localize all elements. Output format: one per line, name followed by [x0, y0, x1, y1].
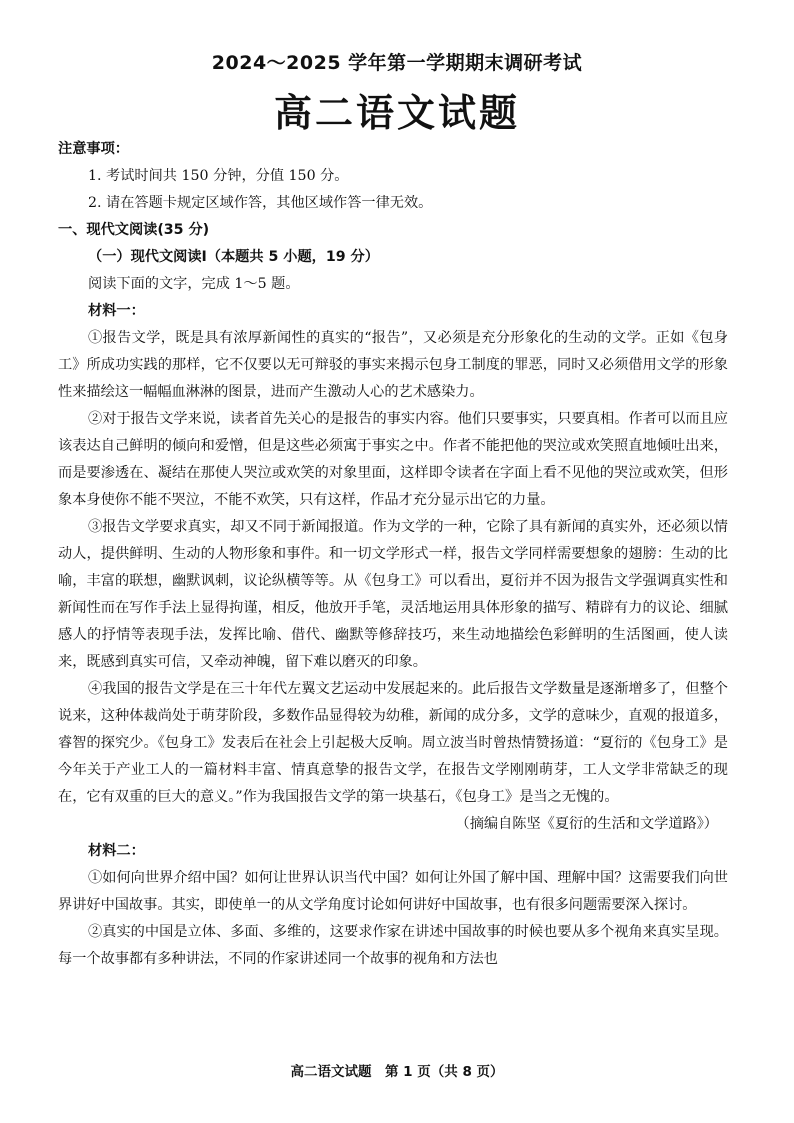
material-paragraph: ④我国的报告文学是在三十年代左翼文艺运动中发展起来的。此后报告文学数量是逐渐增多了，但整个说来，这种体裁尚处于萌芽阶段，多数作品显得较为幼稚，新闻的成分多，文学的意味少，直观的报道多，睿智的探究少。《包身工》发表后在社会上引起极大反响。周立波当时曾热情赞扬道：“夏衍的《包身工》是今年关于产业工人的一篇材料丰富、情真意挚的报告文学，在报告文学刚刚萌芽，工人文学非常缺乏的现在，它有双重的巨大的意义。”作为我国报告文学的第一块基石，《包身工》是当之无愧的。 — [58, 681, 728, 805]
notice-item: 2. 请在答题卡规定区域作答，其他区域作答一律无效。 — [88, 195, 433, 211]
section-instruction: 阅读下面的文字，完成 1～5 题。 — [88, 276, 300, 292]
material-source: （摘编自陈坚《夏衍的生活和文学道路》） — [455, 816, 718, 832]
material-paragraph: ②对于报告文学来说，读者首先关心的是报告的事实内容。他们只要事实，只要真相。作者可以而且应该表达自己鲜明的倾向和爱憎，但是这些必须寓于事实之中。作者不能把他的哭泣或欢笑照直地倾吐出来，而是要渗透在、凝结在那使人哭泣或欢笑的对象里面，这样即令读者在字面上看不见他的哭泣或欢笑，但形象本身使你不能不哭泣，不能不欢笑，只有这样，作品才充分显示出它的力量。 — [58, 411, 728, 508]
material-paragraph: ①报告文学，既是具有浓厚新闻性的真实的“报告”，又必须是充分形象化的生动的文学。正如《包身工》所成功实践的那样，它不仅要以无可辩驳的事实来揭示包身工制度的罪恶，同时又必须借用文学的形象性来描绘这一幅幅血淋淋的图景，进而产生激动人心的艺术感染力。 — [58, 330, 728, 400]
exam-title: 2024～2025 学年第一学期期末调研考试 — [211, 52, 583, 74]
material-paragraph: ①如何向世界介绍中国？如何让世界认识当代中国？如何让外国了解中国、理解中国？这需要我们向世界讲好中国故事。其实，即使单一的从文学角度讨论如何讲好中国故事，也有很多问题需要深入探讨。 — [58, 870, 728, 913]
material-paragraph: ②真实的中国是立体、多面、多维的，这要求作家在讲述中国故事的时候也要从多个视角来真实呈现。每一个故事都有多种讲法，不同的作家讲述同一个故事的视角和方法也 — [58, 924, 728, 967]
notice-item: 1. 考试时间共 150 分钟，分值 150 分。 — [88, 168, 349, 184]
section-heading: 一、现代文阅读(35 分) — [58, 222, 210, 238]
notice-heading: 注意事项： — [58, 141, 129, 157]
exam-content — [58, 136, 728, 973]
page-footer: 高二语文试题 第 1 页（共 8 页） — [290, 1064, 504, 1080]
section-sub-heading: （一）现代文阅读Ⅰ（本题共 5 小题，19 分） — [88, 249, 379, 265]
material-paragraph: ③报告文学要求真实，却又不同于新闻报道。作为文学的一种，它除了具有新闻的真实外，还必须以情动人，提供鲜明、生动的人物形象和事件。和一切文学形式一样，报告文学同样需要想象的翅膀：生动的比喻，丰富的联想，幽默讽刺，议论纵横等等。从《包身工》可以看出，夏衍并不因为报告文学强调真实性和新闻性而在写作手法上显得拘谨，相反，他放开手笔，灵活地运用具体形象的描写、精辟有力的议论、细腻感人的抒情等表现手法，发挥比喻、借代、幽默等修辞技巧，来生动地描绘色彩鲜明的生活图画，使人读来，既感到真实可信，又牵动神魄，留下难以磨灭的印象。 — [58, 519, 728, 670]
material-label: 材料一： — [88, 303, 145, 319]
paper-title: 高二语文试题 — [273, 91, 520, 135]
material-label: 材料二： — [88, 843, 145, 859]
